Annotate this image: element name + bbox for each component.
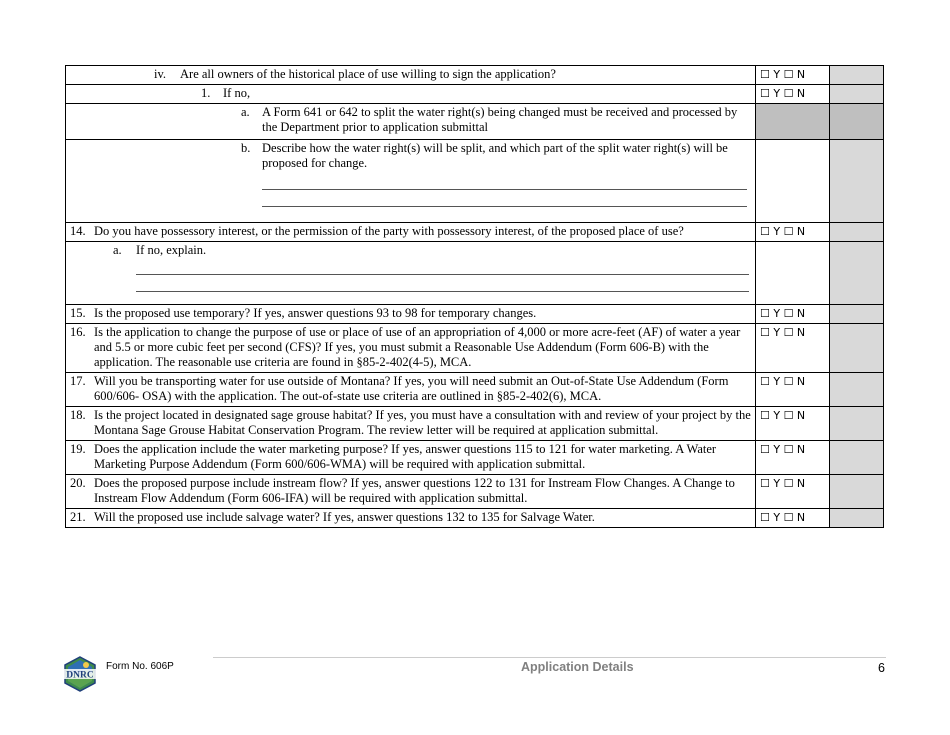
- question-text: If no,: [223, 86, 251, 100]
- question-text: Is the application to change the purpose of use or place of use of an appropriation of 4,000 or more acre-feet (AF) of water a year and 5.5 or more cubic feet per second (CFS)? If yes, you must submit a Reasonable Use Addendum (Form 606-B) with the application. The reasonable use criteria are found in §85-2-402(4-5), MCA.: [94, 325, 741, 369]
- office-use-cell: [830, 85, 884, 104]
- answer-line[interactable]: [262, 173, 747, 190]
- row-q20: [66, 475, 884, 509]
- item-number: a.: [241, 105, 250, 119]
- office-use-cell: [830, 223, 884, 242]
- office-use-cell: [830, 441, 884, 475]
- blank-cell: [756, 140, 830, 223]
- question-number: 14.: [70, 224, 86, 238]
- yes-no-checkboxes[interactable]: ☐ Y ☐ N: [760, 68, 806, 81]
- question-text: Are all owners of the historical place of use willing to sign the application?: [180, 67, 556, 81]
- blank-cell: [756, 242, 830, 305]
- office-use-cell: [830, 66, 884, 85]
- question-text: Does the proposed purpose include instream flow? If yes, answer questions 122 to 131 for Instream Flow Changes. A Change to Instream Flow Addendum (Form 606-IFA) will be required with application submittal.: [94, 476, 735, 505]
- question-number: 21.: [70, 510, 86, 524]
- answer-line[interactable]: [136, 275, 749, 292]
- question-number: 19.: [70, 442, 86, 456]
- office-use-cell: [830, 104, 884, 140]
- office-use-cell: [830, 475, 884, 509]
- footer-divider: [213, 657, 886, 658]
- row-q16: [66, 324, 884, 373]
- row-q14a: [66, 242, 884, 305]
- shaded-cell: [756, 104, 830, 140]
- row-b-describe-split: [66, 140, 884, 223]
- item-number: iv.: [154, 67, 167, 81]
- question-text: A Form 641 or 642 to split the water right(s) being changed must be received and processed by the Department prior to application submittal: [262, 105, 738, 134]
- item-number: a.: [113, 243, 122, 257]
- yes-no-checkboxes[interactable]: ☐ Y ☐ N: [760, 87, 806, 100]
- row-iv: [66, 66, 884, 85]
- answer-line[interactable]: [136, 258, 749, 275]
- yes-no-checkboxes[interactable]: ☐ Y ☐ N: [760, 443, 806, 456]
- row-q21: [66, 509, 884, 528]
- question-text: Will you be transporting water for use outside of Montana? If yes, you will need submit an Out-of-State Use Addendum (Form 600/606- OSA) with the application. The out-of-state use criteria are outlined in §85-2-402(6), MCA.: [94, 374, 729, 403]
- question-text: Describe how the water right(s) will be split, and which part of the split water right(s) will be proposed for change.: [262, 141, 728, 170]
- question-text: If no, explain.: [136, 243, 207, 257]
- question-number: 20.: [70, 476, 86, 490]
- question-number: 15.: [70, 306, 86, 320]
- row-q18: [66, 407, 884, 441]
- logo-text: DNRC: [66, 670, 94, 681]
- footer-title: Application Details: [521, 660, 634, 674]
- row-q17: [66, 373, 884, 407]
- office-use-cell: [830, 324, 884, 373]
- office-use-cell: [830, 140, 884, 223]
- office-use-cell: [830, 242, 884, 305]
- yes-no-checkboxes[interactable]: ☐ Y ☐ N: [760, 409, 806, 422]
- question-text: Do you have possessory interest, or the permission of the party with possessory interest, of the proposed place of use?: [94, 224, 684, 238]
- yes-no-checkboxes[interactable]: ☐ Y ☐ N: [760, 307, 806, 320]
- row-if-no: [66, 85, 884, 104]
- question-number: 16.: [70, 325, 86, 339]
- question-number: 17.: [70, 374, 86, 388]
- row-q19: [66, 441, 884, 475]
- item-number: b.: [241, 141, 251, 155]
- question-text: Does the application include the water marketing purpose? If yes, answer questions 115 to 121 for water marketing. A Water Marketing Purpose Addendum (Form 600/606-WMA) will be required with application submittal.: [94, 442, 717, 471]
- page-number: 6: [878, 661, 885, 675]
- office-use-cell: [830, 305, 884, 324]
- office-use-cell: [830, 509, 884, 528]
- question-text: Is the project located in designated sage grouse habitat? If yes, you must have a consultation with and review of your project by the Montana Sage Grouse Habitat Conservation Program. The review letter will be required at application submittal.: [94, 408, 751, 437]
- yes-no-checkboxes[interactable]: ☐ Y ☐ N: [760, 477, 806, 490]
- question-text: Will the proposed use include salvage water? If yes, answer questions 132 to 135 for Salvage Water.: [94, 510, 595, 524]
- yes-no-checkboxes[interactable]: ☐ Y ☐ N: [760, 326, 806, 339]
- dnrc-logo: [62, 656, 98, 692]
- question-number: 18.: [70, 408, 86, 422]
- question-text: Is the proposed use temporary? If yes, answer questions 93 to 98 for temporary changes.: [94, 306, 537, 320]
- row-a-form-641: [66, 104, 884, 140]
- yes-no-checkboxes[interactable]: ☐ Y ☐ N: [760, 511, 806, 524]
- application-form-table: [65, 65, 884, 528]
- form-number: Form No. 606P: [106, 661, 174, 672]
- yes-no-checkboxes[interactable]: ☐ Y ☐ N: [760, 375, 806, 388]
- office-use-cell: [830, 407, 884, 441]
- office-use-cell: [830, 373, 884, 407]
- answer-line[interactable]: [262, 190, 747, 207]
- row-q15: [66, 305, 884, 324]
- row-q14: [66, 223, 884, 242]
- yes-no-checkboxes[interactable]: ☐ Y ☐ N: [760, 225, 806, 238]
- item-number: 1.: [201, 86, 211, 100]
